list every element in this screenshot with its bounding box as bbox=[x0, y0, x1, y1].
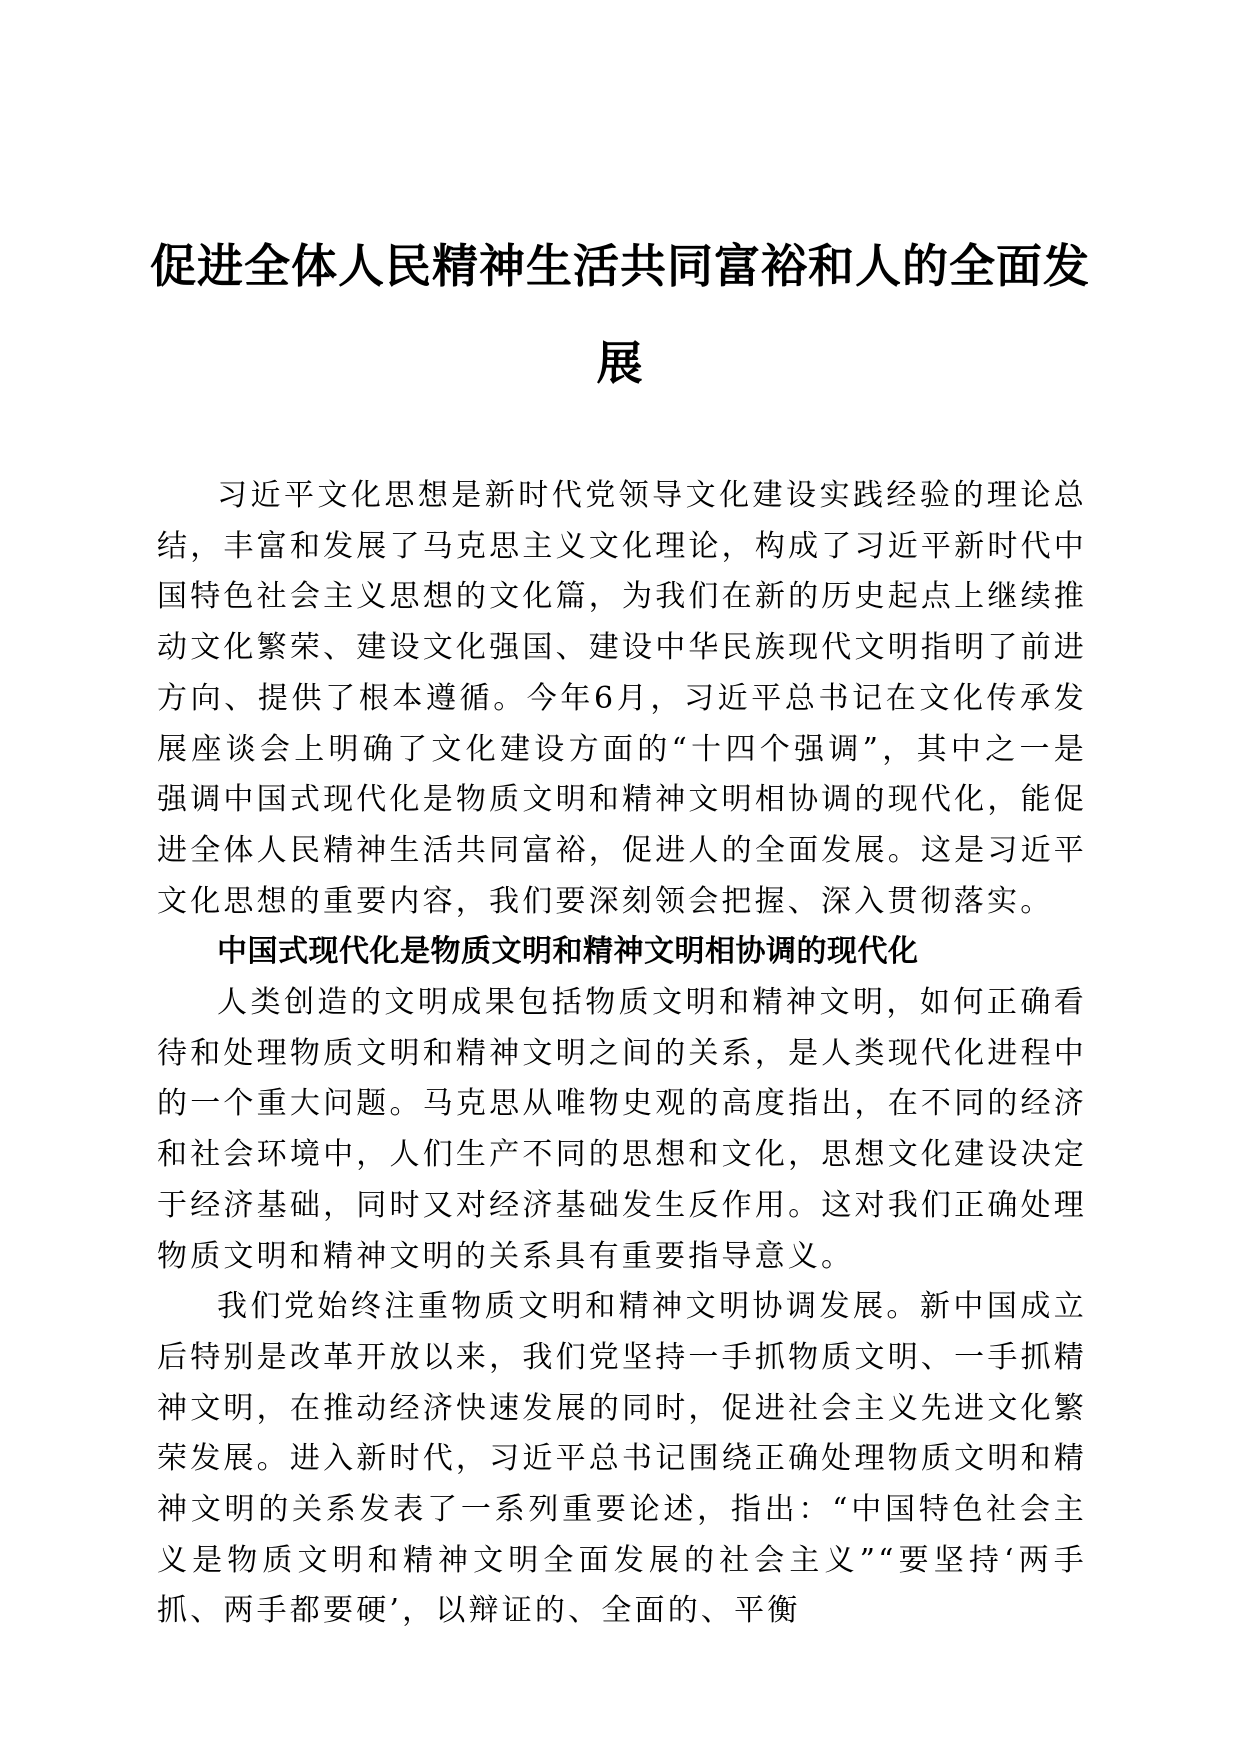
section-heading: 中国式现代化是物质文明和精神文明相协调的现代化 bbox=[217, 934, 919, 970]
section-paragraph: 我们党始终注重物质文明和精神文明协调发展。新中国成立后特别是改革开放以来，我们党坚持一手抓物质文明、一手抓精神文明，在推动经济快速发展的同时，促进社会主义先进文化繁荣发展。进入新时代，习近平总书记围绕正确处理物质文明和精神文明的关系发表了一系列重要论述，指出：“中国特色社会主义是物质文明和精神文明全面发展的社会主义”“要坚持‘两手抓、两手都要硬’，以辩证的、全面的、平衡 bbox=[157, 1289, 1087, 1629]
section-paragraph: 人类创造的文明成果包括物质文明和精神文明，如何正确看待和处理物质文明和精神文明之间的关系，是人类现代化进程中的一个重大问题。马克思从唯物史观的高度指出，在不同的经济和社会环境中，人们生产不同的思想和文化，思想文化建设决定于经济基础，同时又对经济基础发生反作用。这对我们正确处理物质文明和精神文明的关系具有重要指导意义。 bbox=[157, 985, 1087, 1274]
document-body bbox=[157, 471, 1087, 1637]
document-title: 促进全体人民精神生活共同富裕和人的全面发展 bbox=[150, 239, 1090, 390]
intro-paragraph: 习近平文化思想是新时代党领导文化建设实践经验的理论总结，丰富和发展了马克思主义文化理论，构成了习近平新时代中国特色社会主义思想的文化篇，为我们在新的历史起点上继续推动文化繁荣、建设文化强国、建设中华民族现代文明指明了前进方向、提供了根本遵循。今年6月，习近平总书记在文化传承发展座谈会上明确了文化建设方面的“十四个强调”，其中之一是强调中国式现代化是物质文明和精神文明相协调的现代化，能促进全体人民精神生活共同富裕，促进人的全面发展。这是习近平文化思想的重要内容，我们要深刻领会把握、深入贯彻落实。 bbox=[157, 478, 1087, 919]
